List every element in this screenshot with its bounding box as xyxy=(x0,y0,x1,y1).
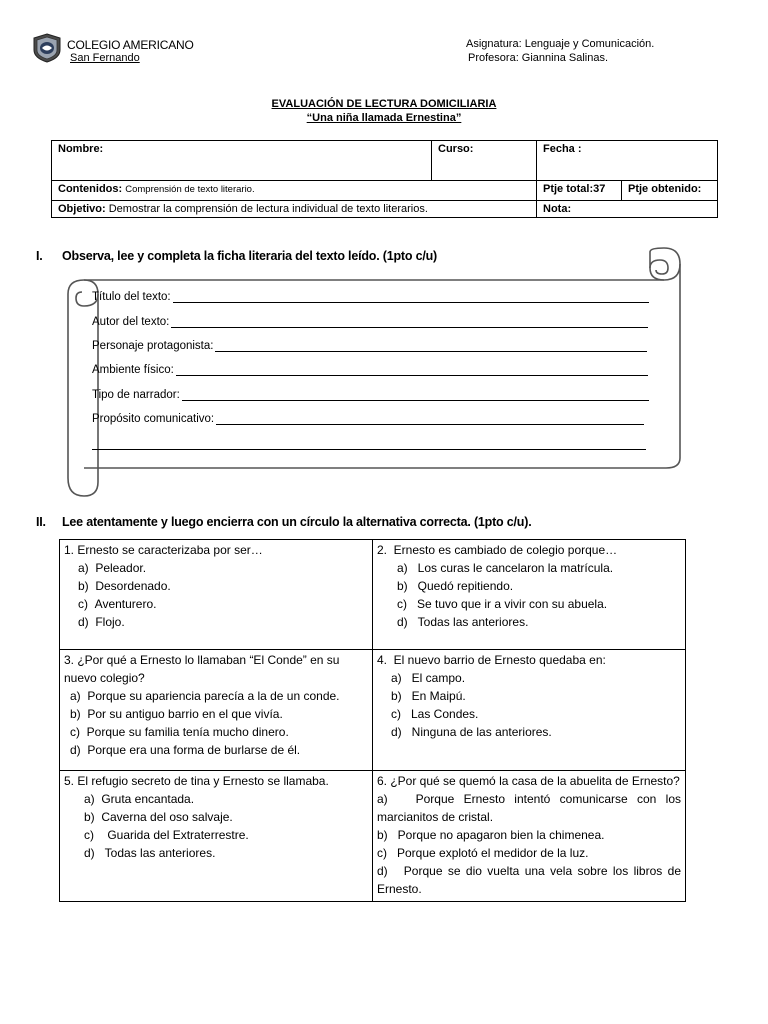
field-author-label: Autor del texto: xyxy=(92,316,170,328)
name-cell[interactable] xyxy=(52,141,432,181)
question-1-option-c[interactable]: c) Aventurero. xyxy=(78,597,157,611)
question-1 xyxy=(60,540,373,650)
question-2-option-d[interactable]: d) Todas las anteriores. xyxy=(397,615,529,629)
course-label: Curso: xyxy=(438,143,474,155)
question-4-option-b[interactable]: b) En Maipú. xyxy=(391,689,466,703)
question-4 xyxy=(373,650,686,771)
field-narrator-label: Tipo de narrador: xyxy=(92,389,180,401)
field-setting[interactable] xyxy=(92,364,648,376)
question-1-option-b[interactable]: b) Desordenado. xyxy=(78,579,171,593)
grade-label: Nota: xyxy=(543,203,572,215)
field-author-line[interactable] xyxy=(171,316,648,328)
question-3-option-a[interactable]: a) Porque su apariencia parecía a la de un conde. xyxy=(70,689,340,703)
obtained-score-label: Ptje obtenido: xyxy=(628,183,702,195)
question-6-option-c[interactable]: c) Porque explotó el medidor de la luz. xyxy=(377,846,589,860)
questions-table xyxy=(59,539,686,902)
objective-cell xyxy=(52,201,537,218)
teacher-label: Profesora: Giannina Salinas. xyxy=(468,52,609,64)
question-3-text: 3. ¿Por qué a Ernesto lo llamaban “El Conde” en su nuevo colegio? xyxy=(64,653,340,685)
question-2 xyxy=(373,540,686,650)
field-narrator-line[interactable] xyxy=(182,389,649,401)
field-setting-line[interactable] xyxy=(176,364,648,376)
question-6 xyxy=(373,771,686,902)
question-1-option-d[interactable]: d) Flojo. xyxy=(78,615,125,629)
question-3-option-d[interactable]: d) Porque era una forma de burlarse de él. xyxy=(70,743,301,757)
field-protagonist-line[interactable] xyxy=(215,340,647,352)
question-2-option-b[interactable]: b) Quedó repitiendo. xyxy=(397,579,514,593)
question-6-option-a[interactable]: a) Porque Ernesto intentó comunicarse con los marcianitos de cristal. xyxy=(377,792,681,824)
question-3 xyxy=(60,650,373,771)
school-logo-icon xyxy=(31,33,63,63)
question-4-text: 4. El nuevo barrio de Ernesto quedaba en: xyxy=(377,653,606,667)
question-5-option-d[interactable]: d) Todas las anteriores. xyxy=(84,846,216,860)
grade-cell[interactable] xyxy=(537,201,718,218)
section-2-text: Lee atentamente y luego encierra con un círculo la alternativa correcta. (1pto c/u). xyxy=(62,515,532,529)
field-protagonist-label: Personaje protagonista: xyxy=(92,340,214,352)
question-5 xyxy=(60,771,373,902)
date-cell[interactable] xyxy=(537,141,718,181)
question-5-option-b[interactable]: b) Caverna del oso salvaje. xyxy=(84,810,233,824)
field-title-label: Título del texto: xyxy=(92,291,171,303)
total-score-label: Ptje total:37 xyxy=(543,183,606,195)
title-main: EVALUACIÓN DE LECTURA DOMICILIARIA xyxy=(271,98,497,110)
contents-value: Comprensión de texto literario. xyxy=(125,184,255,195)
student-info-table xyxy=(51,140,718,218)
question-4-option-a[interactable]: a) El campo. xyxy=(391,671,466,685)
date-label: Fecha : xyxy=(543,143,582,155)
field-title[interactable] xyxy=(92,291,649,303)
question-2-option-a[interactable]: a) Los curas le cancelaron la matrícula. xyxy=(397,561,614,575)
course-cell[interactable] xyxy=(432,141,537,181)
question-1-option-a[interactable]: a) Peleador. xyxy=(78,561,147,575)
question-1-text: 1. Ernesto se caracterizaba por ser… xyxy=(64,543,263,557)
field-title-line[interactable] xyxy=(173,291,649,303)
title-sub: “Una niña llamada Ernestina” xyxy=(306,112,462,124)
extra-answer-line[interactable] xyxy=(92,449,646,450)
section-2-number: II. xyxy=(36,515,46,529)
obtained-score-cell[interactable] xyxy=(622,181,718,201)
section-1-number: I. xyxy=(36,249,43,263)
objective-value: Demostrar la comprensión de lectura individual de texto literarios. xyxy=(108,203,428,215)
question-6-option-d[interactable]: d) Porque se dio vuelta una vela sobre los libros de Ernesto. xyxy=(377,864,681,896)
document-title xyxy=(0,97,768,125)
question-4-option-d[interactable]: d) Ninguna de las anteriores. xyxy=(391,725,552,739)
question-5-option-c[interactable]: c) Guarida del Extraterrestre. xyxy=(84,828,249,842)
field-purpose-label: Propósito comunicativo: xyxy=(92,413,215,425)
contents-cell xyxy=(52,181,537,201)
field-setting-label: Ambiente físico: xyxy=(92,364,174,376)
field-purpose[interactable] xyxy=(92,413,644,425)
objective-label: Objetivo: xyxy=(58,203,106,215)
question-2-option-c[interactable]: c) Se tuvo que ir a vivir con su abuela. xyxy=(397,597,608,611)
question-3-option-c[interactable]: c) Porque su familia tenía mucho dinero. xyxy=(70,725,289,739)
question-6-option-b[interactable]: b) Porque no apagaron bien la chimenea. xyxy=(377,828,605,842)
question-5-option-a[interactable]: a) Gruta encantada. xyxy=(84,792,195,806)
question-2-text: 2. Ernesto es cambiado de colegio porque… xyxy=(377,543,618,557)
field-purpose-line[interactable] xyxy=(216,413,644,425)
section-1-text: Observa, lee y completa la ficha literaria del texto leído. (1pto c/u) xyxy=(62,249,438,263)
field-protagonist[interactable] xyxy=(92,340,647,352)
field-narrator[interactable] xyxy=(92,389,649,401)
question-6-text: 6. ¿Por qué se quemó la casa de la abuelita de Ernesto? xyxy=(377,774,680,788)
field-author[interactable] xyxy=(92,316,648,328)
school-city: San Fernando xyxy=(70,52,140,64)
subject-label: Asignatura: Lenguaje y Comunicación. xyxy=(466,38,655,50)
question-4-option-c[interactable]: c) Las Condes. xyxy=(391,707,479,721)
total-score-cell xyxy=(537,181,622,201)
school-name: COLEGIO AMERICANO xyxy=(67,38,194,52)
question-3-option-b[interactable]: b) Por su antiguo barrio en el que vivía. xyxy=(70,707,283,721)
question-5-text: 5. El refugio secreto de tina y Ernesto se llamaba. xyxy=(64,774,329,788)
name-label: Nombre: xyxy=(58,143,104,155)
contents-label: Contenidos: xyxy=(58,183,123,195)
section-2-title xyxy=(36,515,531,529)
